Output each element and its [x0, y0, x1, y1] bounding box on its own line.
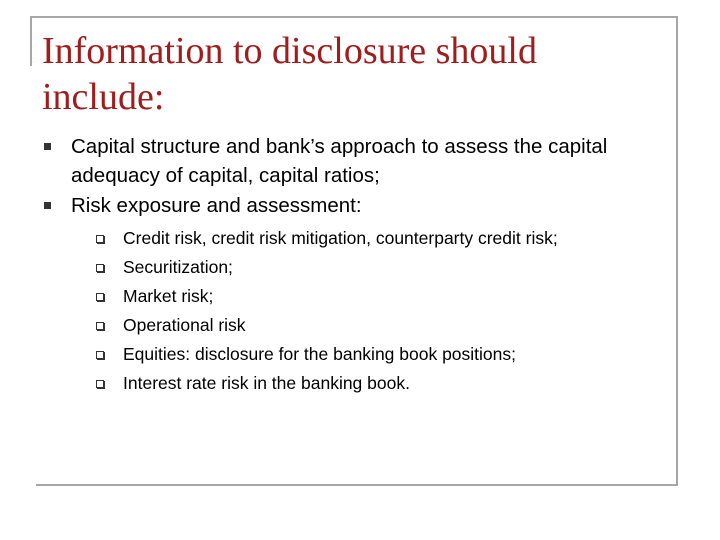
- hollow-square-bullet-icon: [96, 264, 104, 272]
- slide-body: [44, 132, 664, 399]
- sub-bullet-item: [96, 311, 664, 340]
- bullet-list: [44, 132, 664, 398]
- bullet-text: Capital structure and bank’s approach to assess the capital adequacy of capital, capital ratios;: [71, 135, 608, 187]
- frame-line-top: [30, 16, 678, 18]
- square-bullet-icon: [44, 202, 51, 209]
- hollow-square-bullet-icon: [96, 351, 104, 359]
- bullet-text: Risk exposure and assessment:: [71, 194, 362, 217]
- sub-bullet-item: [96, 340, 664, 369]
- hollow-square-bullet-icon: [96, 322, 104, 330]
- sub-bullet-item: [96, 253, 664, 282]
- frame-line-right: [676, 16, 678, 486]
- sub-bullet-item: [96, 282, 664, 311]
- sub-bullet-text: Securitization;: [123, 257, 233, 277]
- hollow-square-bullet-icon: [96, 235, 104, 243]
- sub-bullet-text: Equities: disclosure for the banking book positions;: [123, 344, 517, 364]
- sub-bullet-item: [96, 369, 664, 398]
- frame-line-left: [30, 16, 32, 66]
- sub-bullet-text: Market risk;: [123, 286, 214, 306]
- bullet-item: [44, 191, 664, 398]
- sub-bullet-text: Interest rate risk in the banking book.: [123, 373, 410, 393]
- sub-bullet-list: [71, 224, 664, 398]
- sub-bullet-text: Operational risk: [123, 315, 246, 335]
- sub-bullet-text: Credit risk, credit risk mitigation, counterparty credit risk;: [123, 228, 558, 248]
- hollow-square-bullet-icon: [96, 293, 104, 301]
- slide-title: Information to disclosure should include:: [42, 30, 537, 118]
- frame-line-bottom: [36, 484, 678, 486]
- square-bullet-icon: [44, 143, 51, 150]
- bullet-item: [44, 132, 664, 190]
- hollow-square-bullet-icon: [96, 380, 104, 388]
- sub-bullet-item: [96, 224, 664, 253]
